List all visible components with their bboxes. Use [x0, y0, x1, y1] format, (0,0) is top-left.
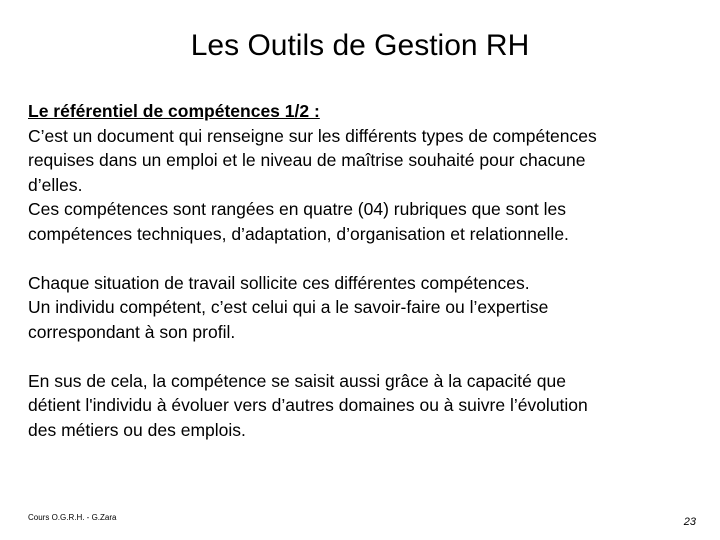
body-line: requises dans un emploi et le niveau de maîtrise souhaité pour chacune — [28, 150, 586, 170]
body-line: correspondant à son profil. — [28, 321, 236, 342]
body-line: C’est un document qui renseigne sur les différents types de compétences — [28, 125, 597, 146]
page-number: 23 — [683, 516, 696, 528]
body-line: des métiers ou des emplois. — [28, 419, 246, 440]
slide-title: Les Outils de Gestion RH — [190, 29, 530, 62]
body-line: compétences techniques, d’adaptation, d’organisation et relationnelle. — [28, 223, 569, 244]
paragraph-gap — [28, 344, 698, 369]
body-line: d’elles. — [28, 174, 83, 195]
body-line: détient l'individu à évoluer vers d’autres domaines ou à suivre l’évolution — [28, 395, 588, 415]
section-heading: Le référentiel de compétences 1/2 : — [28, 101, 320, 121]
footer-source: Cours O.G.R.H. - G.Zara — [28, 513, 117, 522]
slide-body — [28, 99, 698, 442]
body-line: Chaque situation de travail sollicite ces différentes compétences. — [28, 272, 530, 293]
body-line: Ces compétences sont rangées en quatre (04) rubriques que sont les — [28, 199, 566, 219]
paragraph-gap — [28, 246, 698, 271]
body-line: Un individu compétent, c’est celui qui a le savoir-faire ou l’expertise — [28, 297, 549, 317]
body-line: En sus de cela, la compétence se saisit aussi grâce à la capacité que — [28, 370, 566, 391]
